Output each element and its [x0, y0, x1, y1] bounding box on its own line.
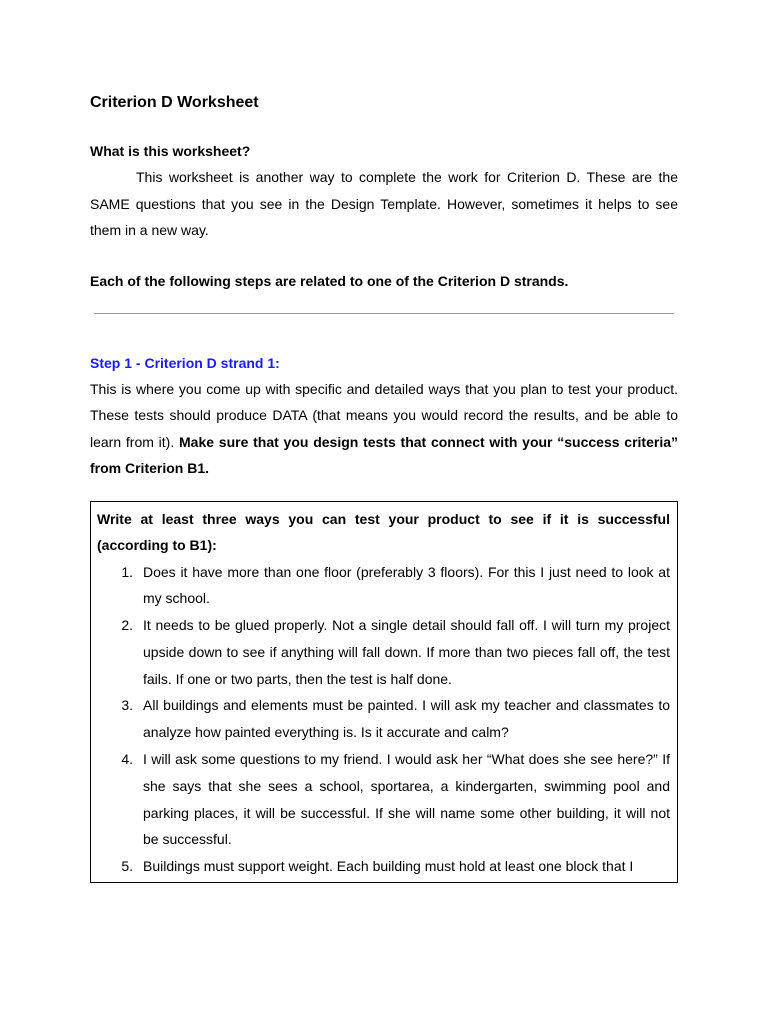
- answer-item: [97, 692, 670, 746]
- answer-item: [97, 746, 670, 853]
- page-title: Criterion D Worksheet: [90, 94, 259, 111]
- step1-body: This is where you come up with specific and detailed ways that you plan to test your product. These tests should produce DATA (that means you would record the results, and be able to learn from it).: [90, 380, 678, 450]
- answer-text: All buildings and elements must be painted. I will ask my teacher and classmates to analyze how painted everything is. Is it accurate and calm?: [143, 697, 670, 741]
- section-divider: [94, 313, 674, 314]
- what-heading: What is this worksheet?: [90, 143, 251, 159]
- box-prompt: Write at least three ways you can test your product to see if it is successful (according to B1):: [97, 510, 670, 553]
- step1-paragraph: [90, 376, 678, 482]
- answer-text: Does it have more than one floor (preferably 3 floors). For this I just need to look at my school.: [143, 563, 670, 607]
- intro-paragraph: This worksheet is another way to complete the work for Criterion D. These are the SAME questions that you see in the Design Template. However, sometimes it helps to see them in a new way.: [90, 169, 678, 238]
- answer-list: [97, 559, 670, 881]
- step1-body-bold: Make sure that you design tests that connect with your “success criteria” from Criterion B1.: [90, 433, 679, 476]
- answer-item: [97, 853, 670, 880]
- answer-text: It needs to be glued properly. Not a single detail should fall off. I will turn my project upside down to see if anything will fall down. If more than two pieces fall off, the test fails. If one or two parts, then the test is half done.: [143, 617, 670, 687]
- answer-box: [90, 501, 678, 884]
- strands-note: Each of the following steps are related to one of the Criterion D strands.: [90, 272, 569, 289]
- answer-number: 3.: [121, 697, 133, 714]
- answer-text: I will ask some questions to my friend. I would ask her “What does she see here?” If she says that she sees a school, sportarea, a kindergarten, swimming pool and parking places, it will be successful. If she will name some other building, it will not be successful.: [143, 751, 670, 848]
- answer-number: 4.: [121, 751, 133, 768]
- step1-heading: Step 1 - Criterion D strand 1:: [90, 354, 280, 371]
- answer-text: Buildings must support weight. Each building must hold at least one block that I: [143, 858, 634, 875]
- answer-number: 2.: [121, 617, 133, 634]
- answer-number: 1.: [121, 563, 133, 580]
- answer-item: [97, 559, 670, 613]
- answer-number: 5.: [121, 858, 133, 875]
- worksheet-page: [90, 92, 678, 883]
- answer-item: [97, 612, 670, 692]
